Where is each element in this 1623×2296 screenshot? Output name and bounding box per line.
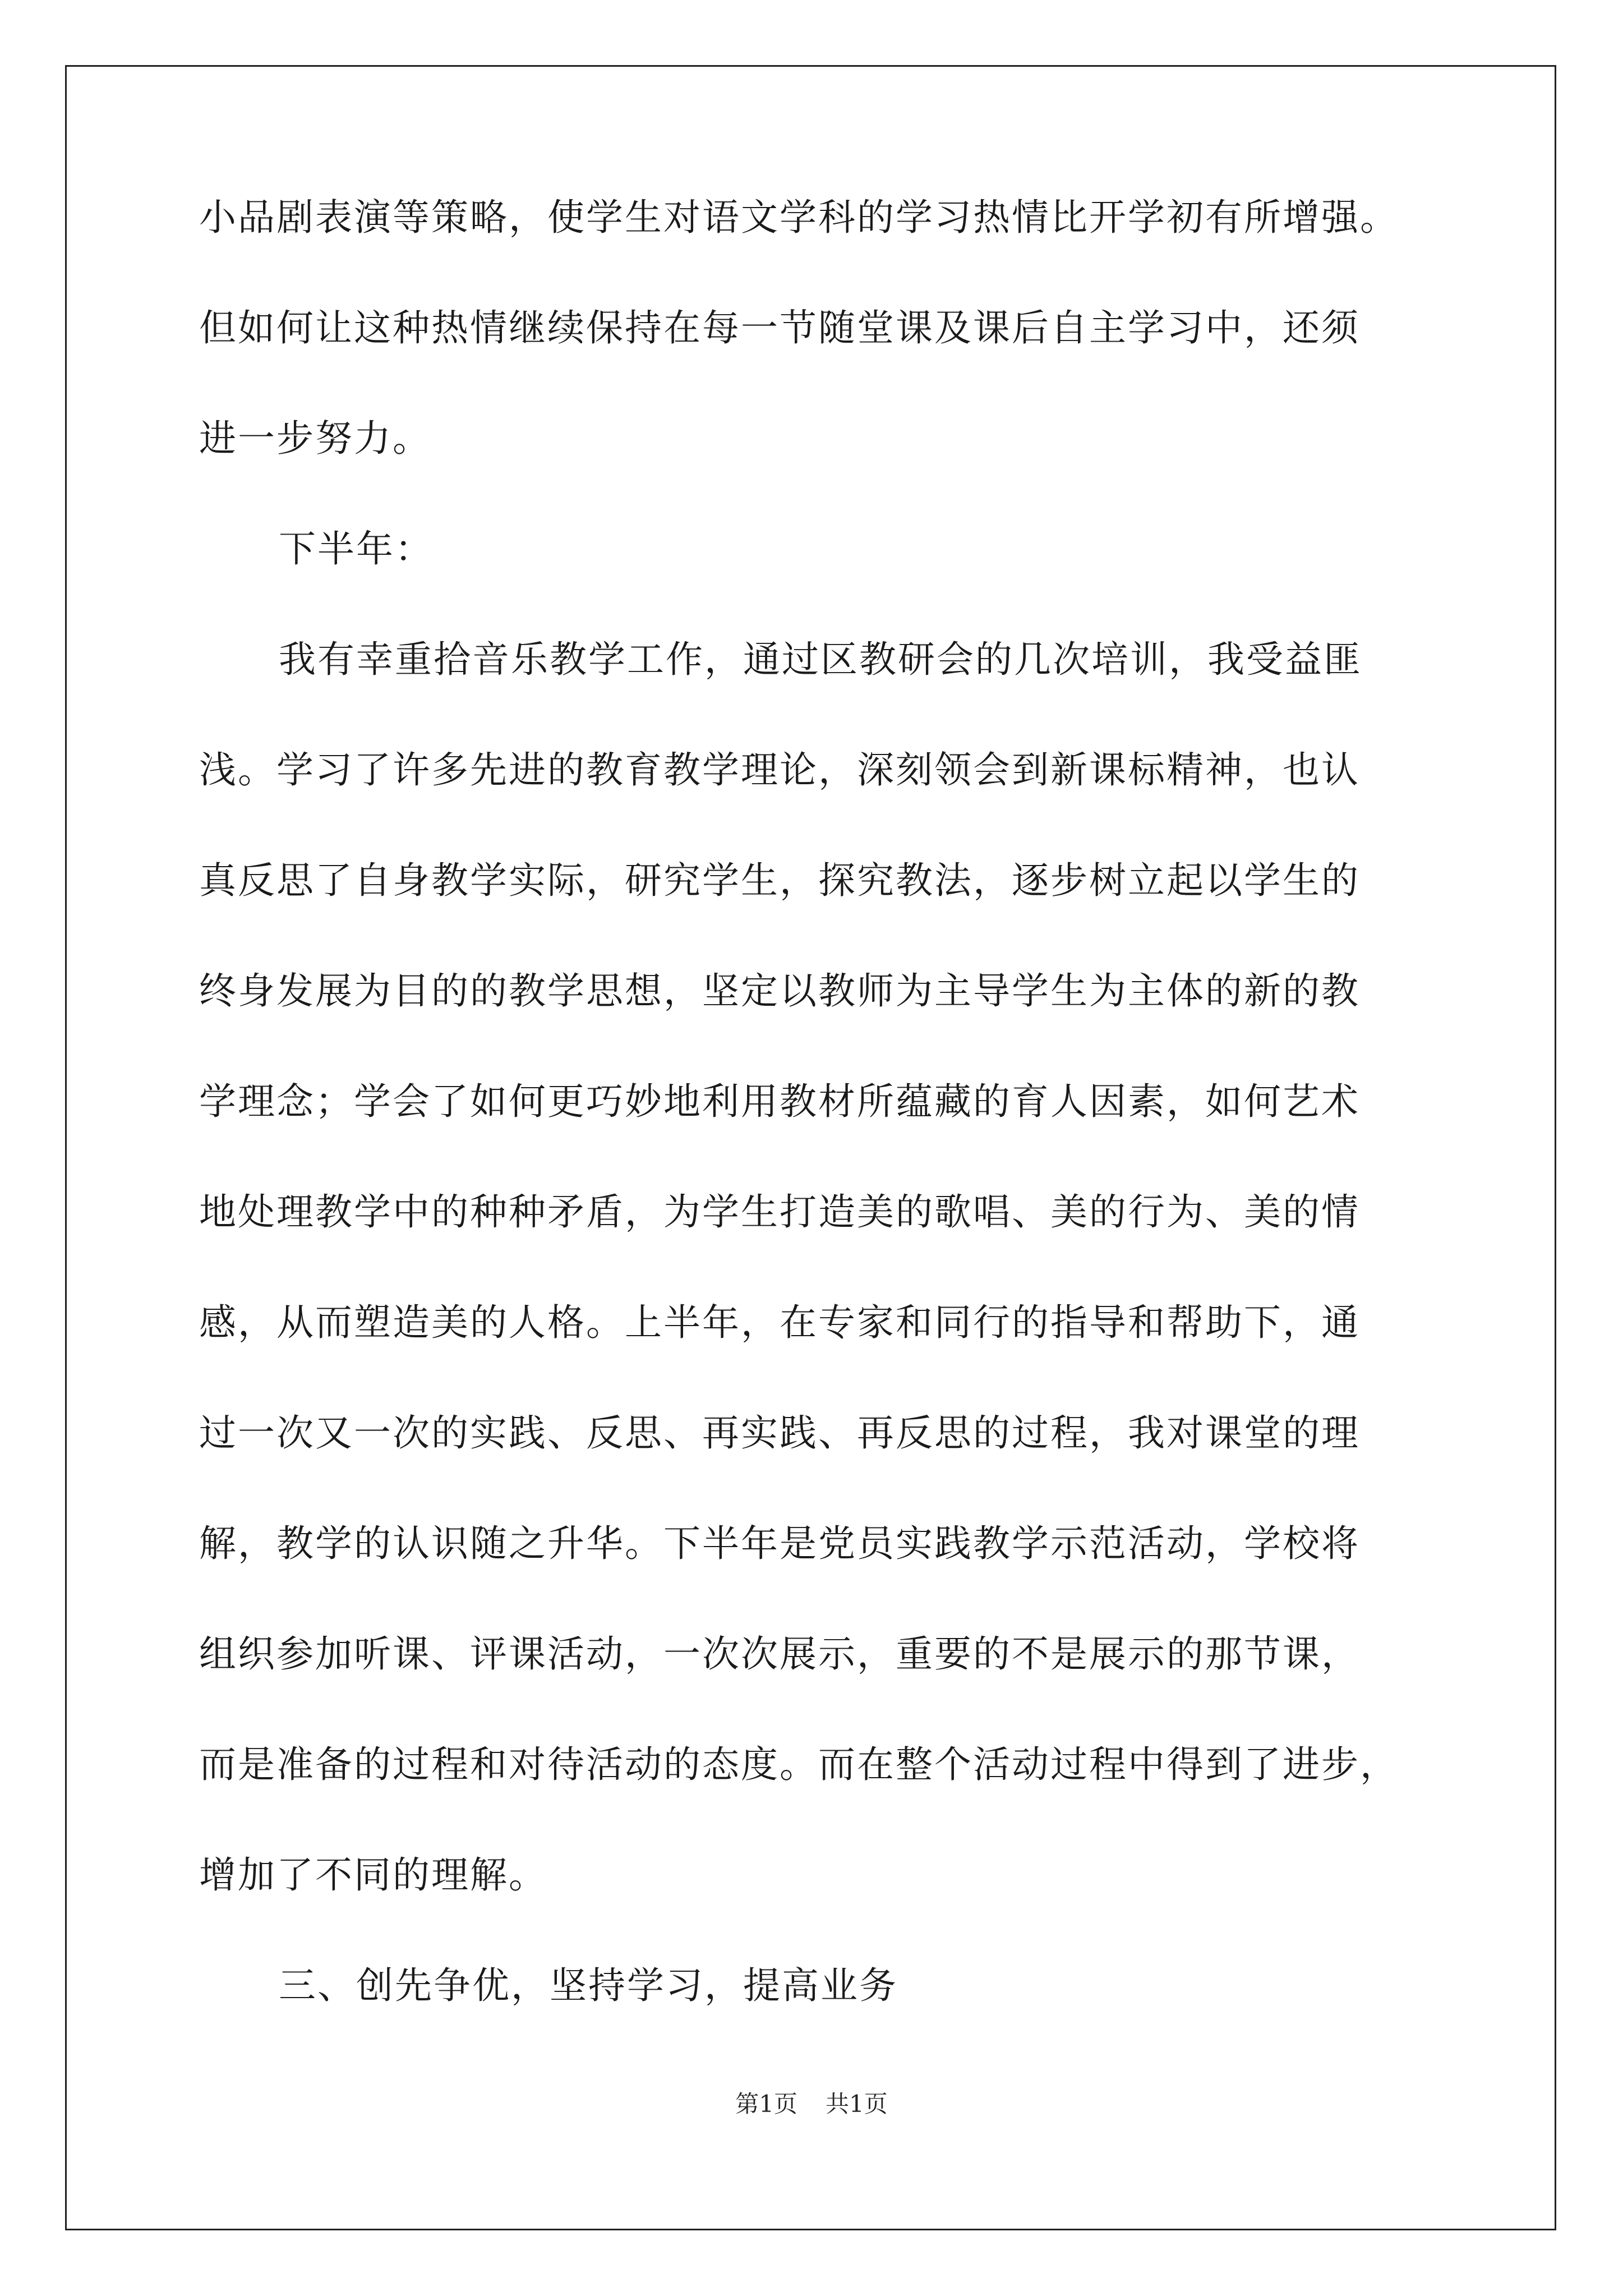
paragraph-line: 增加了不同的理解。 xyxy=(199,1853,547,1897)
paragraph-line: 但如何让这种热情继续保持在每一节随堂课及课后自主学习中，还须 xyxy=(199,306,1360,349)
paragraph-line: 真反思了自身教学实际，研究学生，探究教法，逐步树立起以学生的 xyxy=(199,859,1360,902)
section-heading: 下半年： xyxy=(279,527,434,570)
page-number-current: 第1页 xyxy=(735,2090,797,2118)
paragraph-line: 感，从而塑造美的人格。上半年，在专家和同行的指导和帮助下，通 xyxy=(199,1301,1360,1344)
paragraph-line: 学理念；学会了如何更巧妙地利用教材所蕴藏的育人因素，如何艺术 xyxy=(199,1080,1360,1123)
paragraph-line: 而是准备的过程和对待活动的态度。而在整个活动过程中得到了进步， xyxy=(199,1743,1399,1786)
paragraph-line: 进一步努力。 xyxy=(199,417,431,460)
page-footer xyxy=(0,2092,1623,2116)
paragraph-line: 地处理教学中的种种矛盾，为学生打造美的歌唱、美的行为、美的情 xyxy=(199,1190,1360,1234)
paragraph-line: 我有幸重拾音乐教学工作，通过区教研会的几次培训，我受益匪 xyxy=(279,638,1362,681)
page-number-total: 共1页 xyxy=(826,2090,888,2118)
paragraph-line: 小品剧表演等策略，使学生对语文学科的学习热情比开学初有所增强。 xyxy=(199,196,1399,239)
paragraph-line: 解，教学的认识随之升华。下半年是党员实践教学示范活动，学校将 xyxy=(199,1522,1360,1565)
paragraph-line: 过一次又一次的实践、反思、再实践、再反思的过程，我对课堂的理 xyxy=(199,1411,1360,1455)
paragraph-line: 浅。学习了许多先进的教育教学理论，深刻领会到新课标精神，也认 xyxy=(199,748,1360,792)
page-border xyxy=(65,65,1556,2230)
paragraph-line: 组织参加听课、评课活动，一次次展示，重要的不是展示的那节课， xyxy=(199,1632,1360,1676)
paragraph-line: 终身发展为目的的教学思想，坚定以教师为主导学生为主体的新的教 xyxy=(199,969,1360,1013)
section-heading: 三、创先争优，坚持学习，提高业务 xyxy=(279,1964,898,2007)
